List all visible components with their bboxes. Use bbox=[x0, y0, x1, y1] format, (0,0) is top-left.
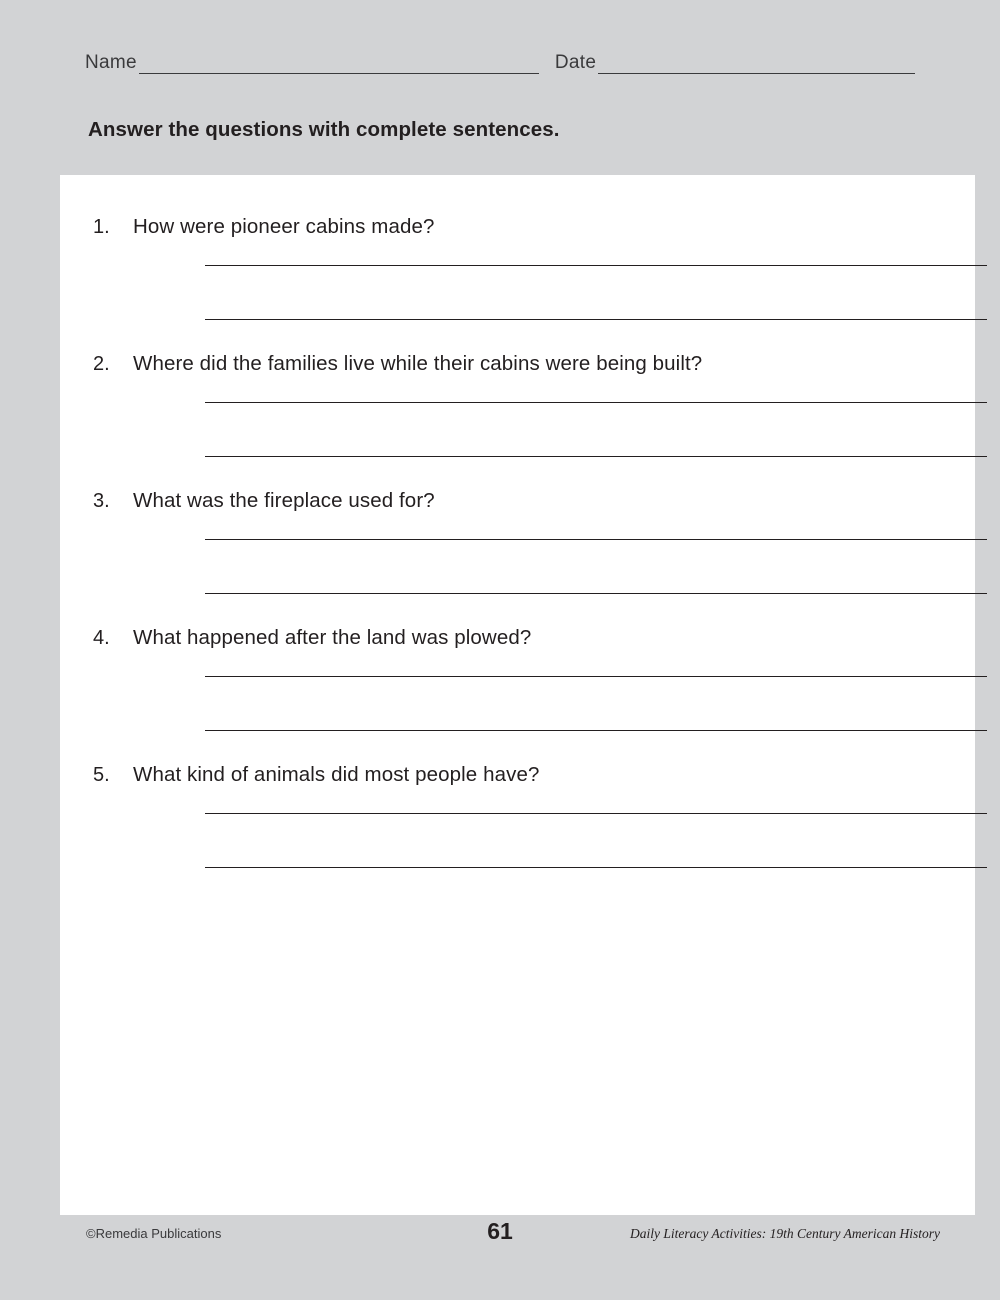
question-number: 3. bbox=[93, 490, 110, 512]
source-title: Daily Literacy Activities: 19th Century American History bbox=[630, 1226, 940, 1241]
page-footer bbox=[0, 1218, 1000, 1254]
question-row bbox=[85, 352, 945, 376]
list-item bbox=[85, 489, 945, 594]
answer-lines bbox=[85, 813, 945, 868]
question-row bbox=[85, 215, 945, 239]
worksheet-panel bbox=[60, 175, 975, 1215]
question-row bbox=[85, 489, 945, 513]
name-input-line[interactable] bbox=[139, 58, 539, 74]
question-number: 4. bbox=[93, 627, 110, 649]
page-number: 61 bbox=[487, 1218, 513, 1244]
date-input-line[interactable] bbox=[598, 58, 915, 74]
date-field-group bbox=[555, 52, 915, 74]
answer-line[interactable] bbox=[205, 265, 987, 266]
answer-line[interactable] bbox=[205, 402, 987, 403]
answer-lines bbox=[85, 676, 945, 731]
instruction-text: Answer the questions with complete sentences. bbox=[88, 118, 560, 141]
question-text: What kind of animals did most people have? bbox=[133, 763, 540, 786]
name-field-group bbox=[85, 52, 539, 74]
question-text: How were pioneer cabins made? bbox=[133, 215, 435, 238]
question-number: 1. bbox=[93, 216, 110, 238]
question-row bbox=[85, 763, 945, 787]
answer-line[interactable] bbox=[205, 867, 987, 868]
answer-line[interactable] bbox=[205, 319, 987, 320]
question-text: Where did the families live while their cabins were being built? bbox=[133, 352, 703, 375]
list-item bbox=[85, 352, 945, 457]
answer-lines bbox=[85, 265, 945, 320]
question-row bbox=[85, 626, 945, 650]
name-label: Name bbox=[85, 52, 137, 73]
list-item bbox=[85, 215, 945, 320]
answer-line[interactable] bbox=[205, 539, 987, 540]
date-label: Date bbox=[554, 52, 597, 73]
list-item bbox=[85, 763, 945, 868]
answer-line[interactable] bbox=[205, 456, 987, 457]
answer-line[interactable] bbox=[205, 676, 987, 677]
copyright-text: ©Remedia Publications bbox=[86, 1226, 222, 1241]
question-text: What was the fireplace used for? bbox=[133, 489, 435, 512]
question-number: 5. bbox=[93, 764, 110, 786]
question-text: What happened after the land was plowed? bbox=[133, 626, 532, 649]
question-list bbox=[85, 215, 945, 900]
question-number: 2. bbox=[93, 353, 110, 375]
answer-lines bbox=[85, 539, 945, 594]
answer-line[interactable] bbox=[205, 813, 987, 814]
answer-line[interactable] bbox=[205, 730, 987, 731]
answer-line[interactable] bbox=[205, 593, 987, 594]
name-date-header bbox=[85, 52, 940, 74]
list-item bbox=[85, 626, 945, 731]
answer-lines bbox=[85, 402, 945, 457]
